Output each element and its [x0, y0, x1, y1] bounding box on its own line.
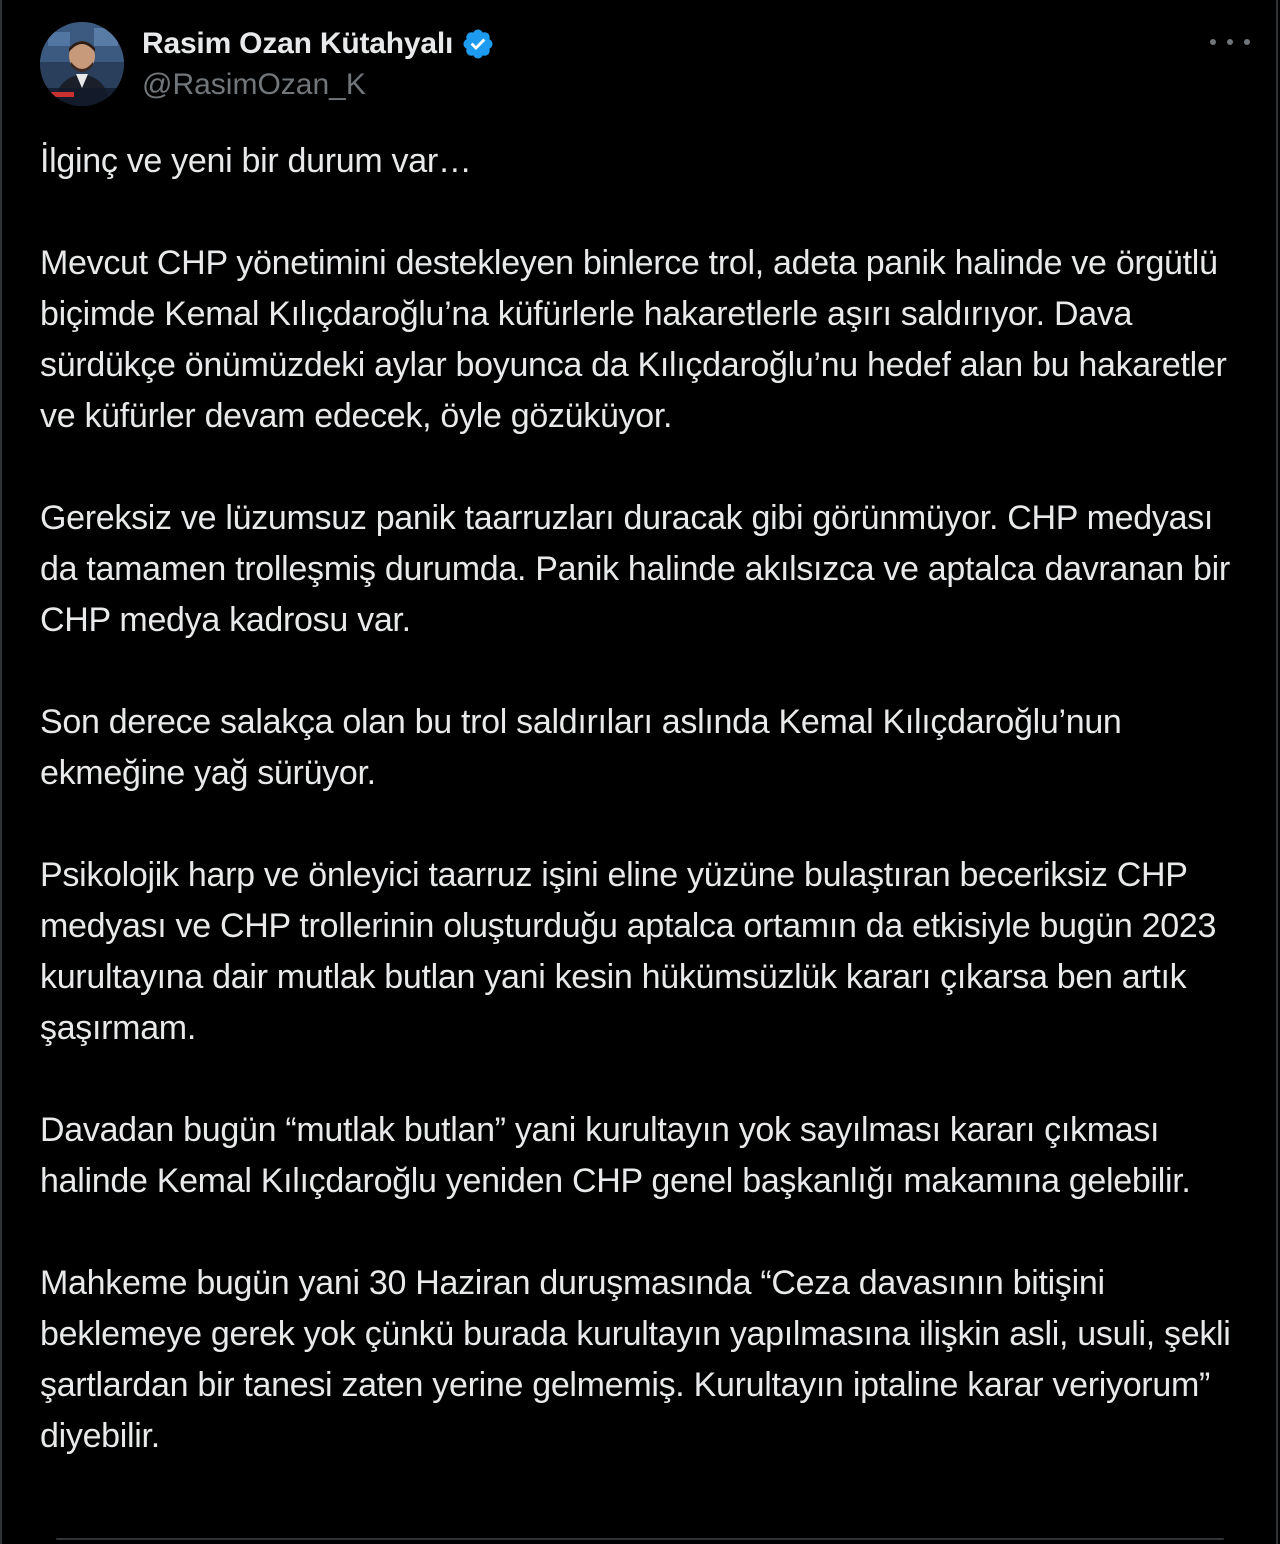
tweet-text	[40, 136, 1250, 1462]
tweet-paragraph: Psikolojik harp ve önleyici taarruz işini eline yüzüne bulaştıran beceriksiz CHP medyası ve CHP trollerinin oluşturduğu aptalca ortamın da etkisiyle bugün 2023 kurultayına dair mutlak butlan yani kesin hükümsüzlük kararı çıkarsa ben artık şaşırmam.	[40, 856, 1217, 1047]
more-dot	[1244, 39, 1250, 45]
tweet-paragraph: İlginç ve yeni bir durum var…	[40, 142, 472, 180]
author-name-row	[142, 26, 495, 62]
bottom-divider	[56, 1538, 1224, 1540]
tweet-paragraph: Mahkeme bugün yani 30 Haziran duruşmasında “Ceza davasının bitişini beklemeye gerek yok çünkü burada kurultayın yapılmasına ilişkin asli, usuli, şekli şartlardan bir tanesi zaten yerine gelmemiş. Kurultayın iptaline karar veriyorum” diyebilir.	[40, 1264, 1231, 1455]
tweet-paragraph: Davadan bugün “mutlak butlan” yani kurultayın yok sayılması kararı çıkması halinde Kemal Kılıçdaroğlu yeniden CHP genel başkanlığı makamına gelebilir.	[40, 1111, 1191, 1200]
author-display-name[interactable]: Rasim Ozan Kütahyalı	[142, 27, 454, 60]
more-dot	[1210, 39, 1216, 45]
tweet-header	[40, 22, 1250, 106]
author-handle[interactable]: @RasimOzan_K	[142, 68, 366, 101]
more-horizontal-icon[interactable]	[1210, 32, 1250, 52]
tweet-paragraph: Mevcut CHP yönetimini destekleyen binlerce trol, adeta panik halinde ve örgütlü biçimde Kemal Kılıçdaroğlu’na küfürlerle hakaretlerle aşırı saldırıyor. Dava sürdükçe önümüzdeki aylar boyunca da Kılıçdaroğlu’nu hedef alan bu hakaretler ve küfürler devam edecek, öyle gözüküyor.	[40, 244, 1227, 435]
tweet-paragraph: Gereksiz ve lüzumsuz panik taarruzları duracak gibi görünmüyor. CHP medyası da tamamen trolleşmiş durumda. Panik halinde akılsızca ve aptalca davranan bir CHP medya kadrosu var.	[40, 499, 1230, 639]
tweet-paragraph: Son derece salakça olan bu trol saldırıları aslında Kemal Kılıçdaroğlu’nun ekmeğine yağ sürüyor.	[40, 703, 1122, 792]
verified-badge-icon[interactable]	[461, 27, 495, 61]
more-dot	[1227, 39, 1233, 45]
avatar-image	[40, 22, 124, 106]
author-avatar[interactable]	[40, 22, 124, 106]
